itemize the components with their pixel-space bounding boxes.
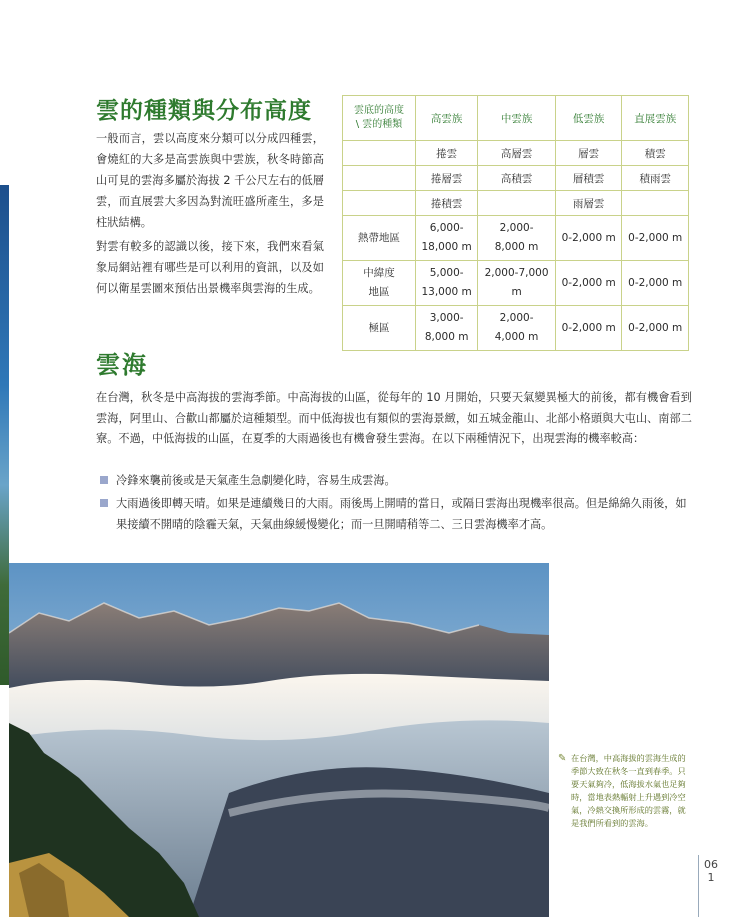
table-row: [343, 141, 689, 166]
intro-paragraph: 一般而言，雲以高度來分類可以分成四種雲，會燒紅的大多是高雲族與中雲族，秋冬時節高山可見的雲海多屬於海拔 2 千公尺左右的低層雲，而直展雲大多因為對流旺盛所產生，多是柱狀結構。: [96, 132, 324, 229]
table-cell: 0-2,000 m: [555, 261, 622, 306]
header-vertical-cloud: 直展雲族: [622, 96, 689, 141]
section-title-sea-of-clouds: 雲海: [96, 350, 148, 379]
table-cell: 高層雲: [478, 141, 556, 166]
table-row: [343, 191, 689, 216]
table-cell: 捲雲: [416, 141, 478, 166]
conditions-list: [100, 470, 692, 537]
page-number: 061: [704, 858, 718, 884]
header-low-cloud: 低雲族: [555, 96, 622, 141]
weather-info-paragraph: 對雲有較多的認識以後，接下來，我們來看氣象局網站裡有哪些是可以利用的資訊，以及如何以衛星雲圖來預估出景機率與雲海的生成。: [96, 240, 324, 295]
table-cell: [478, 191, 556, 216]
header-high-cloud: 高雲族: [416, 96, 478, 141]
table-row-polar: [343, 306, 689, 351]
list-item: 冷鋒來襲前後或是天氣產生急劇變化時，容易生成雲海。: [100, 470, 692, 491]
table-cell: 0-2,000 m: [622, 306, 689, 351]
section-title-cloud-types: 雲的種類與分布高度: [96, 97, 312, 124]
sea-of-clouds-paragraph: 在台灣，秋冬是中高海拔的雲海季節。中高海拔的山區，從每年的 10 月開始，只要天氣變異極大的前後，都有機會看到雲海，阿里山、合歡山都屬於這種類型。而中低海拔也有類似的雲海景緻，如五城金龍山、北部小格頭與大屯山、南部二寮。不過，中低海拔的山區，在夏季的大雨過後也有機會發生雲海。在以下兩種情況下，出現雲海的機率較高：: [96, 391, 692, 445]
bullet-square-icon: [100, 499, 108, 507]
table-row: [343, 166, 689, 191]
table-cell: 積雲: [622, 141, 689, 166]
list-item: 大雨過後即轉天晴。如果是連續幾日的大雨。雨後馬上開晴的當日，或隔日雲海出現機率很高。但是綿綿久雨後，如果接續不開晴的陰霾天氣，天氣曲線緩慢變化；而一旦開晴稍等二、三日雲海機率才高。: [100, 493, 692, 535]
table-cell: 層積雲: [555, 166, 622, 191]
table-cell: 0-2,000 m: [622, 261, 689, 306]
table-header-row: [343, 96, 689, 141]
page-number-rule: [698, 855, 699, 917]
photo-edge-strip: [0, 185, 9, 685]
table-cell: 雨層雲: [555, 191, 622, 216]
table-cell: 2,000- 8,000 m: [478, 216, 556, 261]
photo-caption: ✎ 在台灣，中高海拔的雲海生成的季節大致在秋冬一直到春季。只要天氣夠冷，低海拔水氣也足夠時，當地表熱輻射上升遇到冷空氣，冷熱交換所形成的雲霧，就是我們所看到的雲海。: [558, 753, 686, 828]
table-cell: 0-2,000 m: [555, 306, 622, 351]
table-cell: 2,000-7,000 m: [478, 261, 556, 306]
table-cell: 2,000- 4,000 m: [478, 306, 556, 351]
table-cell: 3,000- 8,000 m: [416, 306, 478, 351]
bullet-square-icon: [100, 476, 108, 484]
table-cell: 5,000- 13,000 m: [416, 261, 478, 306]
table-corner-header: 雲底的高度 \ 雲的種類: [343, 96, 416, 141]
region-label: 極區: [343, 306, 416, 351]
table-cell: 捲積雲: [416, 191, 478, 216]
table-cell: 0-2,000 m: [622, 216, 689, 261]
header-middle-cloud: 中雲族: [478, 96, 556, 141]
sea-of-clouds-photo: [9, 563, 549, 917]
pen-icon: ✎: [558, 753, 567, 764]
table-cell: [622, 191, 689, 216]
table-cell: 6,000- 18,000 m: [416, 216, 478, 261]
table-cell: 0-2,000 m: [555, 216, 622, 261]
table-row-mid-latitude: [343, 261, 689, 306]
table-row-tropical: [343, 216, 689, 261]
table-cell: 積雨雲: [622, 166, 689, 191]
table-cell: 捲層雲: [416, 166, 478, 191]
cloud-height-table: [342, 95, 689, 351]
region-label: 中緯度 地區: [343, 261, 416, 306]
region-label: 熱帶地區: [343, 216, 416, 261]
table-cell: 高積雲: [478, 166, 556, 191]
table-cell: 層雲: [555, 141, 622, 166]
